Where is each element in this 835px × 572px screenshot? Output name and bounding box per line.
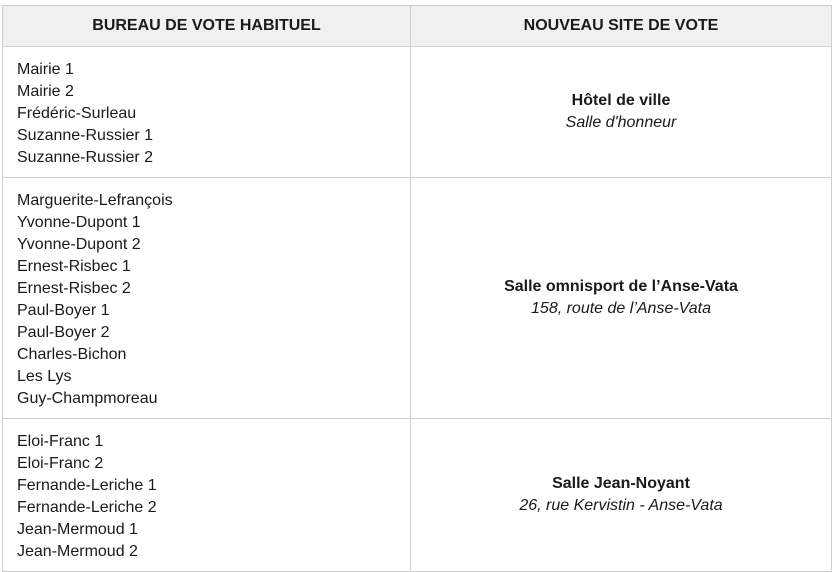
site-name: Hôtel de ville [571,92,671,109]
usual-offices-cell [3,47,411,178]
new-site-cell [411,178,832,419]
header-new-site: NOUVEAU SITE DE VOTE [411,6,832,47]
site-detail: 158, route de l’Anse-Vata [531,300,711,317]
office-name: Suzanne-Russier 2 [17,149,154,166]
table-row [3,47,832,178]
office-name: Fernande-Leriche 2 [17,499,157,516]
office-name: Paul-Boyer 1 [17,302,110,319]
site-name: Salle Jean-Noyant [552,475,690,492]
office-name: Jean-Mermoud 2 [17,543,138,560]
office-name: Mairie 1 [17,61,74,78]
usual-offices-cell [3,419,411,572]
voting-sites-table [2,5,832,572]
table-row [3,419,832,572]
office-name: Guy-Champmoreau [17,390,158,407]
office-name: Mairie 2 [17,83,74,100]
site-name: Salle omnisport de l’Anse-Vata [504,278,738,295]
office-name: Jean-Mermoud 1 [17,521,138,538]
site-detail: Salle d'honneur [565,114,677,131]
new-site-cell [411,47,832,178]
new-site-cell [411,419,832,572]
office-name: Suzanne-Russier 1 [17,127,154,144]
office-name: Marguerite-Lefrançois [17,192,173,209]
office-name: Ernest-Risbec 1 [17,258,131,275]
table-header-row [3,6,832,47]
office-name: Frédéric-Surleau [17,105,137,122]
site-detail: 26, rue Kervistin - Anse-Vata [519,497,723,514]
office-name: Ernest-Risbec 2 [17,280,131,297]
table-row [3,178,832,419]
usual-offices-cell [3,178,411,419]
office-name: Yvonne-Dupont 1 [17,214,141,231]
office-name: Eloi-Franc 2 [17,455,104,472]
office-name: Paul-Boyer 2 [17,324,110,341]
office-name: Yvonne-Dupont 2 [17,236,141,253]
office-name: Les Lys [17,368,72,385]
office-name: Fernande-Leriche 1 [17,477,157,494]
header-usual-office: BUREAU DE VOTE HABITUEL [3,6,411,47]
office-name: Charles-Bichon [17,346,127,363]
office-name: Eloi-Franc 1 [17,433,104,450]
